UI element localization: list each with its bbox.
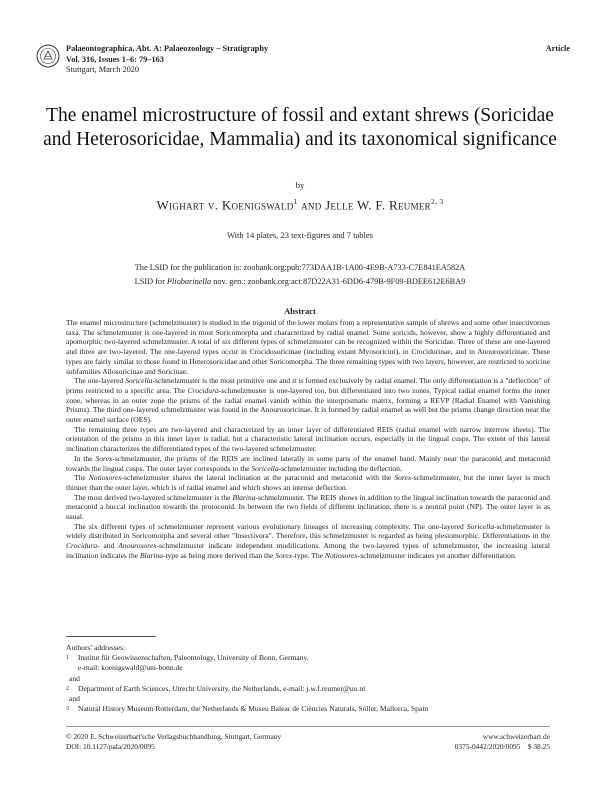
footer-left — [66, 732, 281, 752]
taxon-name: Sorex — [275, 550, 293, 560]
author-2-affiliation: 2, 3 — [430, 197, 444, 206]
text-run: -schmelzmuster shares the lateral inclination at the paraconid and metaconid with the — [121, 473, 395, 483]
text-run: The most derived two-layered schmelzmuster is the — [74, 492, 233, 502]
address-and — [66, 674, 550, 684]
taxon-name: Soricella — [251, 463, 279, 473]
and-word: and — [69, 694, 80, 704]
and-word: and — [69, 673, 80, 683]
address-1 — [66, 653, 550, 673]
issn-price: 0375-0442/2020/0095 $ 38.25 — [454, 742, 550, 751]
abstract-paragraph — [66, 454, 550, 473]
taxon-name: Crocidura — [187, 385, 219, 395]
footer-divider — [66, 726, 550, 727]
publisher-website[interactable]: www.schweizerbart.de — [482, 732, 550, 741]
abstract-paragraph: The remaining three types are two-layered and characterized by an inner layer of differentiated REIS (radial enamel with narrow interrow sheets). The orientation of the prisms in this inner layer is radial, but a characteristic lateral inclination occurs, especially in the lingual cusps. The extent of this lateral inclination characterizes the differentiated types of the two-layered schmelzmuster. — [66, 424, 550, 454]
taxon-name: Soricella — [125, 376, 153, 386]
text-run: -schmelzmuster is the most primitive one and it is formed exclusively by radial enamel. The only differentiation is a "deflection" of prims restricted to a specific area. The — [66, 376, 550, 395]
taxon-name: Notiosorex — [88, 473, 122, 483]
text-run: -schmelzmuster is widely distributed in Soricomorpha and several other "Insectivora". Therefore, this schmelzmuster is regarded as being plesiomorphic. Differentiations in the — [66, 521, 550, 541]
text-run: - and — [97, 541, 119, 551]
taxon-name: Crocidura — [66, 541, 98, 551]
taxon-name: Sorex — [394, 473, 412, 483]
abstract-paragraph — [66, 493, 550, 522]
plates-figures-tables: With 14 plates, 23 text-figures and 7 tables — [226, 230, 373, 240]
abstract-paragraph — [66, 473, 550, 492]
lsid-taxon-name: Pliobarinella — [166, 277, 212, 286]
footnote-divider — [66, 636, 156, 637]
abstract-paragraph — [66, 376, 550, 425]
abstract-body — [66, 318, 550, 561]
text-run: -schmelzmuster. The REIS shows in addition to the lingual inclination towards the paraconid and metaconid a buccal inclination towards the protoconid. In between the two fields of different inclination, there is a neutral point (NP). The outer layer is as usual. — [66, 492, 550, 522]
text-run: The — [74, 473, 89, 483]
addresses-heading: Authors’ addresses: — [66, 643, 126, 652]
address-2-line: Department of Earth Sciences, Utrecht University, the Netherlands, e-mail: j.w.f.reumer@uu.nl — [78, 683, 366, 693]
doi: DOI: 10.1127/pala/2020/0095 — [66, 742, 155, 751]
address-2 — [66, 684, 550, 694]
taxon-name: Blarina — [232, 492, 256, 502]
lsid-taxon-prefix: LSID for — [134, 277, 167, 286]
taxon-name: Notiosorex — [324, 550, 358, 560]
journal-place-date: Stuttgart, March 2020 — [66, 65, 140, 75]
journal-name: Palaeontographica, Abt. A: Palaeozoology – Stratigraphy — [66, 44, 269, 53]
article-type: Article — [545, 44, 570, 53]
address-number: 1 — [66, 655, 69, 662]
address-number: 2 — [66, 685, 69, 692]
text-run: -schmelzmuster indicate independent modifications. Among the two-layered types of schmelzmuster, the increasing lateral inclination indicates the — [66, 541, 550, 560]
lsid-publication: The LSID for the publication is: zoobank.org:pub:773DAA1B-1A00-4E9B-A733-C7E841EA582A — [134, 263, 466, 272]
abstract-paragraph: The enamel microstructure (schmelzmuster) is studied in the trigonid of the lower molars from a representative sample of shrews and some other insectivorous taxa. The schmelzmuster is one-layered in most Soricomorpha and characterized by radial enamel. Some soricids, however, show a highly differentiated and apomorphic two-layered schmelzmuster. A total of six different types of schmelzmuster can be recognized within the Soricidae. Three of these are one-layered and three are two-layered. The one-layered types occur in Crocidosoricinae (including extant Myosoricini), in Crocidurinae, and in Anourosoricinae. These types are fairly similar to those found in Heterosoricidae and other Soricomorpha. The three remaining types with two layers, however, are restricted to soricine subfamilies Allosoricinae and Soricinae. — [66, 318, 550, 376]
text-run: -schmelzmuster, the prisms of the REIS are inclined laterally in some parts of the enamel band. Mainly near the paraconid and metaconid towards the lingual cusps. The outer layer corresponds to the — [66, 453, 550, 473]
text-run: -type as being more derived than the — [163, 550, 276, 560]
address-and — [66, 694, 550, 704]
taxon-name: Soricella — [466, 521, 495, 531]
address-1-line: Institut für Geowissenschaften, Paleontology, University of Bonn, Germany, — [78, 653, 309, 663]
abstract-paragraph — [66, 522, 550, 561]
author-1-affiliation: 1 — [293, 197, 298, 206]
publisher-logo-icon — [36, 44, 60, 68]
text-run: -schmelzmuster is one-layered too, but differentiated into two zones. Typical radial enamel forms the inner zone, whereas in an outer zone the prisms of the radial enamel vanish within the interprismatic matrix, forming a REVP (Radial Enamel with Vanishing Prisms). The third one-layered schmelzmuster was found in the Anourosoricinae. It is formed by radial enamel as well but the prisms change direction near the outer enamel surface (OES). — [66, 385, 550, 425]
author-1-name: Wighart v. Koenigswald — [156, 197, 294, 213]
lsid-taxon — [0, 277, 600, 286]
address-3-line: Natural History Museum Rotterdam, the Netherlands & Museu Balear de Ciències Naturals, Sóller, Mallorca, Spain — [78, 704, 429, 714]
text-run: -schmelzmuster indicates yet another differentiation. — [357, 550, 517, 560]
authors-and: and — [297, 197, 326, 213]
author-line — [0, 197, 600, 213]
paper-title: The enamel microstructure of fossil and extant shrews (Soricidae and Heterosoricidae, Mammalia) and its taxonomical significance — [43, 105, 557, 150]
text-run: The one-layered — [74, 376, 126, 386]
author-2-name: Jelle W. F. Reumer — [325, 197, 431, 213]
copyright: © 2020 E. Schweizerbart'sche Verlagsbuchhandlung, Stuttgart, Germany — [66, 732, 282, 741]
journal-header — [66, 44, 268, 76]
abstract-heading: Abstract — [284, 306, 316, 316]
author-addresses — [66, 643, 550, 714]
journal-volume: Vol. 316, Issues 1–6: 79–163 — [66, 54, 164, 64]
text-run: The six different types of schmelzmuster represent various evolutionary lineages of increasing complexity. The one-layered — [74, 521, 467, 531]
text-run: In the — [74, 453, 96, 463]
by-line: by — [295, 180, 305, 190]
lsid-taxon-suffix: nov. gen.: zoobank.org:act:87D22A31-6DD6-479B-9F09-BDEE612E6BA9 — [211, 277, 466, 286]
taxon-name: Anourosorex — [118, 541, 157, 551]
text-run: -schmelzmuster, but the inner layer is much thinner than the outer layer, which is of radial enamel and which shows an intense deflection. — [66, 473, 550, 492]
footer-right — [455, 732, 550, 752]
address-number: 3 — [66, 706, 69, 713]
text-run: -type. The — [292, 550, 325, 560]
taxon-name: Sorex — [95, 453, 113, 463]
address-3 — [66, 704, 550, 714]
text-run: -schmelzmuster including the deflection. — [278, 463, 402, 473]
taxon-name: Blarina — [139, 550, 164, 560]
address-1-email: e-mail: koenigswald@uni-bonn.de — [78, 663, 183, 673]
